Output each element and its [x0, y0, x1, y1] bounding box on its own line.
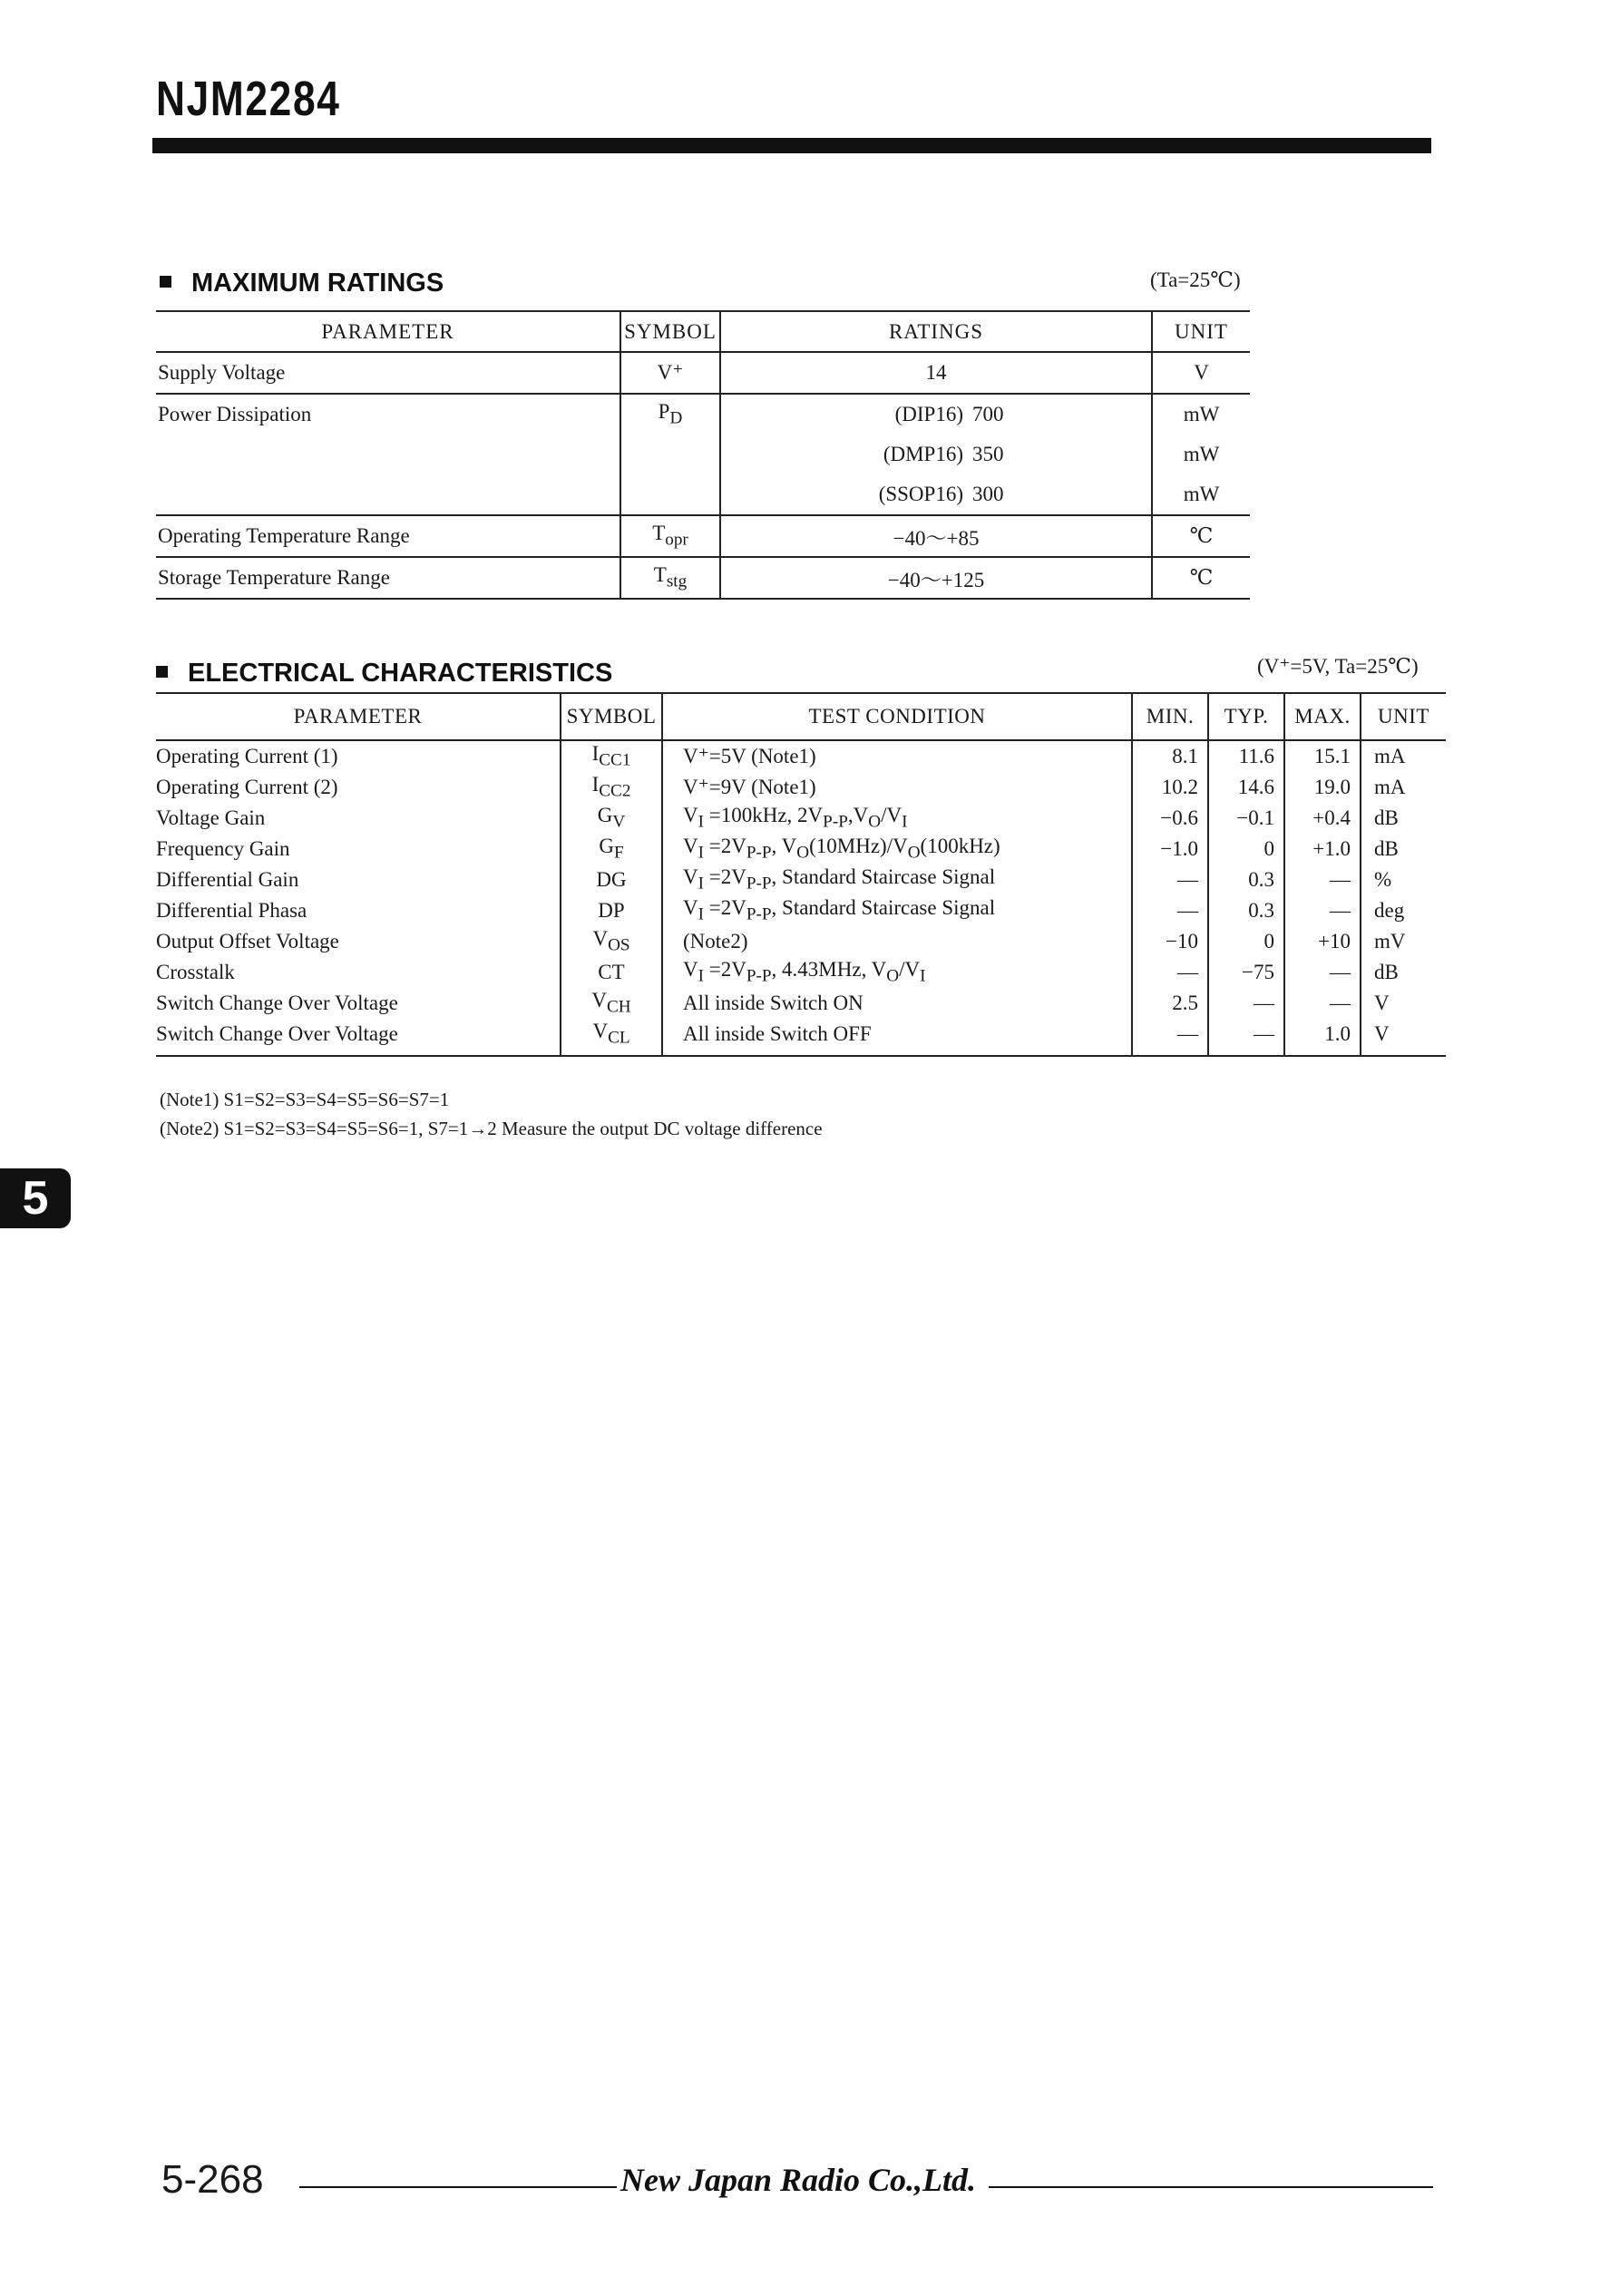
max-value: +10: [1284, 926, 1361, 957]
unit: mW: [1152, 435, 1250, 474]
col-symbol: SYMBOL: [620, 311, 720, 352]
min-value: —: [1132, 957, 1208, 988]
header-rule: [152, 138, 1431, 153]
max-value: 1.0: [1284, 1019, 1361, 1056]
table-row: [156, 988, 1446, 1019]
rating-value: 700: [972, 403, 1004, 425]
min-value: —: [1132, 1019, 1208, 1056]
note-1: (Note1) S1=S2=S3=S4=S5=S6=S7=1: [160, 1089, 450, 1110]
table-row: [156, 394, 1250, 435]
max-value: —: [1284, 895, 1361, 926]
max-value: —: [1284, 988, 1361, 1019]
max-value: —: [1284, 865, 1361, 895]
col-ratings: RATINGS: [720, 311, 1152, 352]
symbol: V⁺: [620, 352, 720, 394]
rating: −40～+125: [720, 557, 1152, 599]
test-condition: $V_I =2V_{P-P}$, $V_O(10MHz)/V_O(100kHz)$: [662, 834, 1132, 865]
table-row: [156, 1019, 1446, 1056]
typ-value: —: [1208, 1019, 1284, 1056]
max-value: +1.0: [1284, 834, 1361, 865]
unit: deg: [1361, 895, 1446, 926]
parameter: Crosstalk: [156, 961, 235, 983]
rating: −40～+85: [720, 515, 1152, 557]
typ-value: 0: [1208, 926, 1284, 957]
min-value: −10: [1132, 926, 1208, 957]
unit: dB: [1361, 957, 1446, 988]
unit: ℃: [1152, 515, 1250, 557]
parameter: Storage Temperature Range: [156, 557, 620, 599]
table-row: [156, 926, 1446, 957]
rating-value: 350: [972, 443, 1004, 465]
typ-value: 0.3: [1208, 865, 1284, 895]
parameter: Switch Change Over Voltage: [156, 1019, 561, 1056]
symbol: $T_{opr}$: [620, 515, 720, 557]
min-value: 8.1: [1132, 740, 1208, 772]
parameter: Switch Change Over Voltage: [156, 992, 398, 1014]
package: (DMP16): [883, 443, 963, 465]
company-name: New Japan Radio Co.,Ltd.: [620, 2162, 977, 2198]
unit: mW: [1152, 394, 1250, 435]
rating: 14: [720, 352, 1152, 394]
col-unit: UNIT: [1361, 693, 1446, 740]
electrical-condition: (V⁺=5V, Ta=25℃): [1257, 655, 1419, 678]
typ-value: −0.1: [1208, 803, 1284, 834]
unit: V: [1152, 352, 1250, 394]
parameter: Operating Current (1): [156, 745, 338, 767]
bullet-icon: [156, 666, 168, 678]
page-number: 5-268: [161, 2157, 264, 2202]
table-row: [156, 352, 1250, 394]
symbol: $V_{OS}$: [561, 926, 662, 957]
package: (DIP16): [894, 403, 963, 425]
typ-value: 14.6: [1208, 772, 1284, 803]
max-ratings-condition: (Ta=25℃): [1150, 269, 1241, 291]
max-ratings-table: [156, 310, 1250, 600]
unit: V: [1361, 1019, 1446, 1056]
rating: [720, 394, 1152, 435]
symbol: $G_V$: [561, 803, 662, 834]
parameter: Voltage Gain: [156, 806, 266, 829]
max-value: 19.0: [1284, 772, 1361, 803]
test-condition: $V_I =2V_{P-P}$, Standard Staircase Signal: [662, 865, 1132, 895]
symbol: $P_D$: [620, 394, 720, 435]
footer-rule-left: [299, 2186, 617, 2188]
table-header-row: [156, 311, 1250, 352]
part-number: NJM2284: [156, 72, 341, 126]
parameter: Differential Phasa: [156, 899, 307, 922]
test-condition: $V_I =100kHz$, $2V_{P-P},V_O/V_I$: [662, 803, 1132, 834]
test-condition: V⁺=9V (Note1): [662, 772, 1132, 803]
typ-value: −75: [1208, 957, 1284, 988]
test-condition: All inside Switch OFF: [662, 1019, 1132, 1056]
symbol: CT: [561, 957, 662, 988]
table-row: [156, 834, 1446, 865]
typ-value: —: [1208, 988, 1284, 1019]
rating: [720, 435, 1152, 474]
symbol: $G_F$: [561, 834, 662, 865]
min-value: —: [1132, 865, 1208, 895]
section-tab: 5: [0, 1168, 71, 1228]
col-symbol: SYMBOL: [561, 693, 662, 740]
symbol: $I_{CC2}$: [561, 772, 662, 803]
unit: mA: [1361, 740, 1446, 772]
test-condition: V⁺=5V (Note1): [662, 740, 1132, 772]
table-row: [156, 474, 1250, 515]
rating-value: 300: [972, 483, 1004, 505]
symbol: $V_{CH}$: [561, 988, 662, 1019]
col-min: MIN.: [1132, 693, 1208, 740]
parameter: Frequency Gain: [156, 837, 290, 860]
min-value: −0.6: [1132, 803, 1208, 834]
table-row: [156, 803, 1446, 834]
symbol: $I_{CC1}$: [561, 740, 662, 772]
test-condition: (Note2): [662, 926, 1132, 957]
parameter: Differential Gain: [156, 868, 299, 891]
table-row: [156, 957, 1446, 988]
col-unit: UNIT: [1152, 311, 1250, 352]
table-row: [156, 740, 1446, 772]
table-row: [156, 895, 1446, 926]
unit: dB: [1361, 803, 1446, 834]
rating: [720, 474, 1152, 515]
test-condition: All inside Switch ON: [662, 988, 1132, 1019]
unit: dB: [1361, 834, 1446, 865]
parameter: Output Offset Voltage: [156, 930, 339, 953]
parameter: Supply Voltage: [156, 352, 620, 394]
footer-rule-right: [989, 2186, 1433, 2188]
unit: mV: [1361, 926, 1446, 957]
col-typ: TYP.: [1208, 693, 1284, 740]
symbol: DG: [561, 865, 662, 895]
parameter: Operating Current (2): [156, 776, 338, 798]
min-value: —: [1132, 895, 1208, 926]
unit: %: [1361, 865, 1446, 895]
col-test-condition: TEST CONDITION: [662, 693, 1132, 740]
symbol: $T_{stg}$: [620, 557, 720, 599]
min-value: −1.0: [1132, 834, 1208, 865]
min-value: 10.2: [1132, 772, 1208, 803]
col-parameter: PARAMETER: [156, 311, 620, 352]
unit: V: [1361, 988, 1446, 1019]
max-ratings-title: MAXIMUM RATINGS: [160, 269, 444, 298]
min-value: 2.5: [1132, 988, 1208, 1019]
table-row: [156, 557, 1250, 599]
table-row: [156, 435, 1250, 474]
typ-value: 0.3: [1208, 895, 1284, 926]
test-condition: $V_I =2V_{P-P}$, Standard Staircase Signal: [662, 895, 1132, 926]
electrical-table: [156, 692, 1446, 1057]
table-row: [156, 515, 1250, 557]
note-2: (Note2) S1=S2=S3=S4=S5=S6=1, S7=1→2 Measure the output DC voltage difference: [160, 1118, 823, 1139]
package: (SSOP16): [878, 483, 963, 505]
symbol: $V_{CL}$: [561, 1019, 662, 1056]
table-header-row: [156, 693, 1446, 740]
symbol: DP: [561, 895, 662, 926]
parameter: Operating Temperature Range: [156, 515, 620, 557]
typ-value: 0: [1208, 834, 1284, 865]
parameter: Power Dissipation: [158, 403, 312, 425]
col-max: MAX.: [1284, 693, 1361, 740]
unit: mW: [1152, 474, 1250, 515]
max-value: —: [1284, 957, 1361, 988]
bullet-icon: [160, 276, 171, 288]
max-value: 15.1: [1284, 740, 1361, 772]
test-condition: $V_I =2V_{P-P}$, 4.43MHz, $V_O/V_I$: [662, 957, 1132, 988]
table-row: [156, 772, 1446, 803]
col-parameter: PARAMETER: [156, 693, 561, 740]
table-row: [156, 865, 1446, 895]
typ-value: 11.6: [1208, 740, 1284, 772]
electrical-title: ELECTRICAL CHARACTERISTICS: [156, 659, 612, 689]
unit: ℃: [1152, 557, 1250, 599]
unit: mA: [1361, 772, 1446, 803]
max-value: +0.4: [1284, 803, 1361, 834]
